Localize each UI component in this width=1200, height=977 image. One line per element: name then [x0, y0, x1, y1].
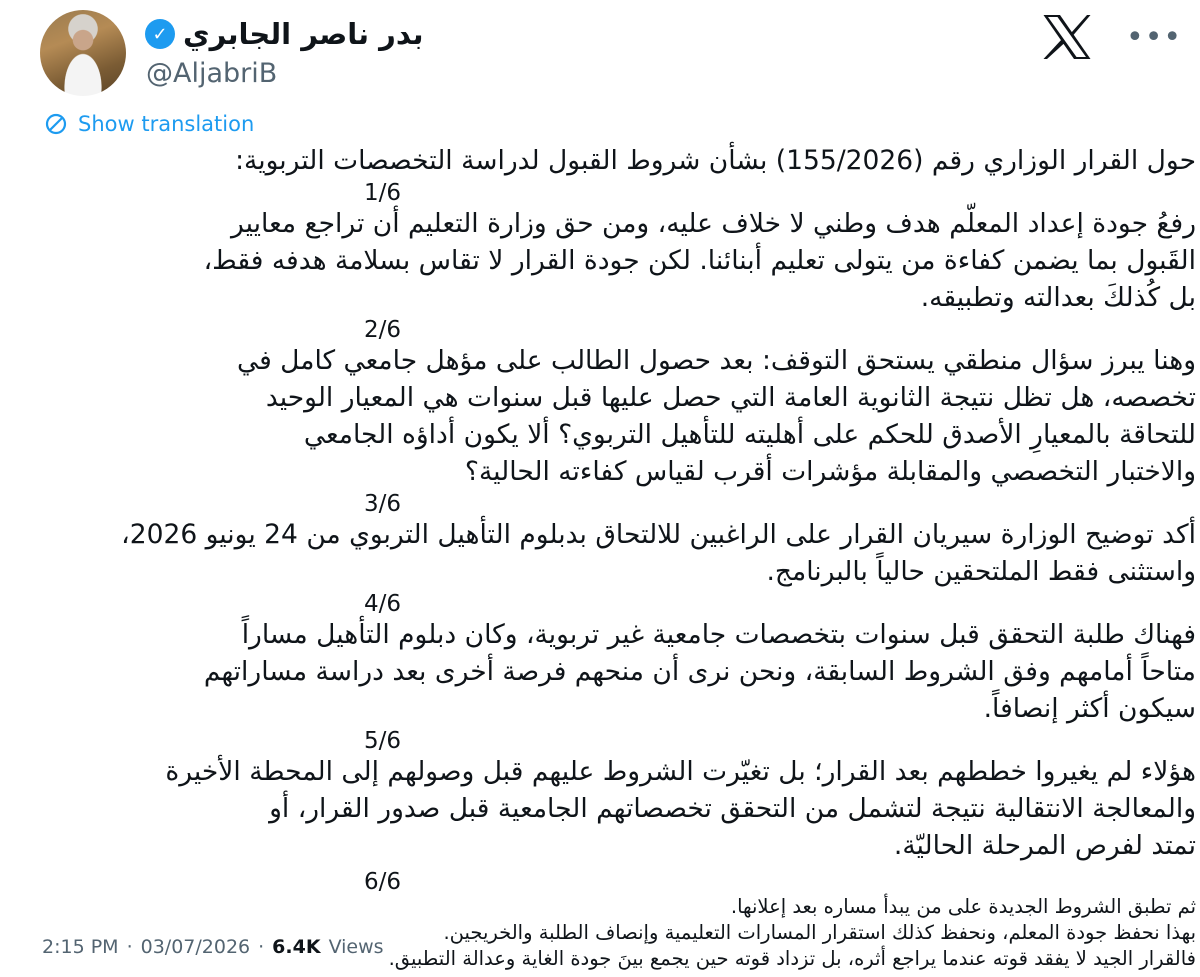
- author-name-row[interactable]: [145, 14, 424, 54]
- meta-separator: ·: [126, 936, 133, 958]
- section-line: بل كُذلكَ بعدالته وتطبيقه.: [920, 282, 1196, 313]
- section-line: هؤلاء لم يغيروا خططهم بعد القرار؛ بل تغيّرت الشروط عليهم قبل وصولهم إلى المحطة الأخيرة: [165, 756, 1196, 787]
- avatar[interactable]: [40, 10, 126, 96]
- section-line: القَبول بما يضمن كفاءة من يتولى تعليم أبنائنا. لكن جودة القرار لا تقاس بسلامة هدفه فقط،: [203, 245, 1196, 276]
- views-count: 6.4K: [272, 936, 321, 958]
- translate-icon: [44, 112, 68, 136]
- meta-separator: ·: [258, 936, 265, 958]
- section-line: واستثنى فقط الملتحقين حالياً بالبرنامج.: [766, 556, 1196, 587]
- show-translation-label[interactable]: Show translation: [78, 112, 255, 136]
- show-translation-link[interactable]: [44, 112, 254, 136]
- section-line: فهناك طلبة التحقق قبل سنوات بتخصصات جامعية غير تربوية، وكان دبلوم التأهيل مساراً: [241, 619, 1196, 650]
- section-number: 1/6: [364, 180, 402, 206]
- section-line: والاختبار التخصصي والمقابلة مؤشرات أقرب لقياس كفاءته الحالية؟: [464, 456, 1196, 487]
- section-number: 3/6: [364, 491, 402, 517]
- more-options-icon[interactable]: •••: [1126, 20, 1183, 55]
- author-display-name[interactable]: بدر ناصر الجابري: [183, 17, 424, 51]
- section-line: والمعالجة الانتقالية نتيجة لتشمل من التحقق تخصصاتهم الجامعية قبل صدور القرار، أو: [269, 793, 1196, 824]
- verified-badge-icon: ✓: [145, 19, 175, 49]
- section-number: 6/6: [364, 869, 402, 895]
- tweet-body: [38, 142, 1196, 972]
- section-line: بهذا نحفظ جودة المعلم، ونحفظ كذلك استقرار المسارات التعليمية وإنصاف الطلبة والخريجين.: [443, 921, 1196, 944]
- section-line: تخصصه، هل تظل نتيجة الثانوية العامة التي حصل عليها قبل سنوات هي المعيار الوحيد: [265, 382, 1196, 413]
- author-handle[interactable]: @AljabriB: [146, 58, 278, 89]
- tweet-header: [0, 0, 1200, 110]
- section-line: رفعُ جودة إعداد المعلّم هدف وطني لا خلاف عليه، ومن حق وزارة التعليم أن تراجع معايير: [231, 208, 1196, 239]
- section-number: 2/6: [364, 317, 402, 343]
- tweet-meta: [42, 936, 384, 958]
- section-line: أكد توضيح الوزارة سيريان القرار على الراغبين للالتحاق بدبلوم التأهيل التربوي من 24 يونيو 2026،: [121, 519, 1196, 550]
- tweet-time[interactable]: 2:15 PM: [42, 936, 119, 958]
- section-line: فالقرار الجيد لا يفقد قوته عندما يراجع أثره، بل تزداد قوته حين يجمع بينَ جودة الغاية وعدالة التطبيق.: [388, 947, 1196, 970]
- x-logo-icon[interactable]: [1042, 14, 1092, 60]
- tweet-title: حول القرار الوزاري رقم (155/2026) بشأن شروط القبول لدراسة التخصصات التربوية:: [235, 145, 1196, 176]
- section-line: تمتد لفرص المرحلة الحاليّة.: [893, 830, 1196, 861]
- tweet-date[interactable]: 03/07/2026: [140, 936, 251, 958]
- section-line: ثم تطبق الشروط الجديدة على من يبدأ مساره بعد إعلانها.: [730, 895, 1196, 918]
- section-line: وهنا يبرز سؤال منطقي يستحق التوقف: بعد حصول الطالب على مؤهل جامعي كامل في: [237, 345, 1196, 376]
- section-line: سيكون أكثر إنصافاً.: [983, 693, 1196, 724]
- section-line: للتحاقة بالمعيارِ الأصدق للحكم على أهليته للتأهيل التربوي؟ ألا يكون أداؤه الجامعي: [303, 419, 1196, 450]
- views-label: Views: [328, 936, 384, 958]
- section-number: 5/6: [364, 728, 402, 754]
- section-number: 4/6: [364, 591, 402, 617]
- section-line: متاحاً أمامهم وفق الشروط السابقة، ونحن نرى أن منحهم فرصة أخرى بعد دراسة مساراتهم: [203, 656, 1196, 687]
